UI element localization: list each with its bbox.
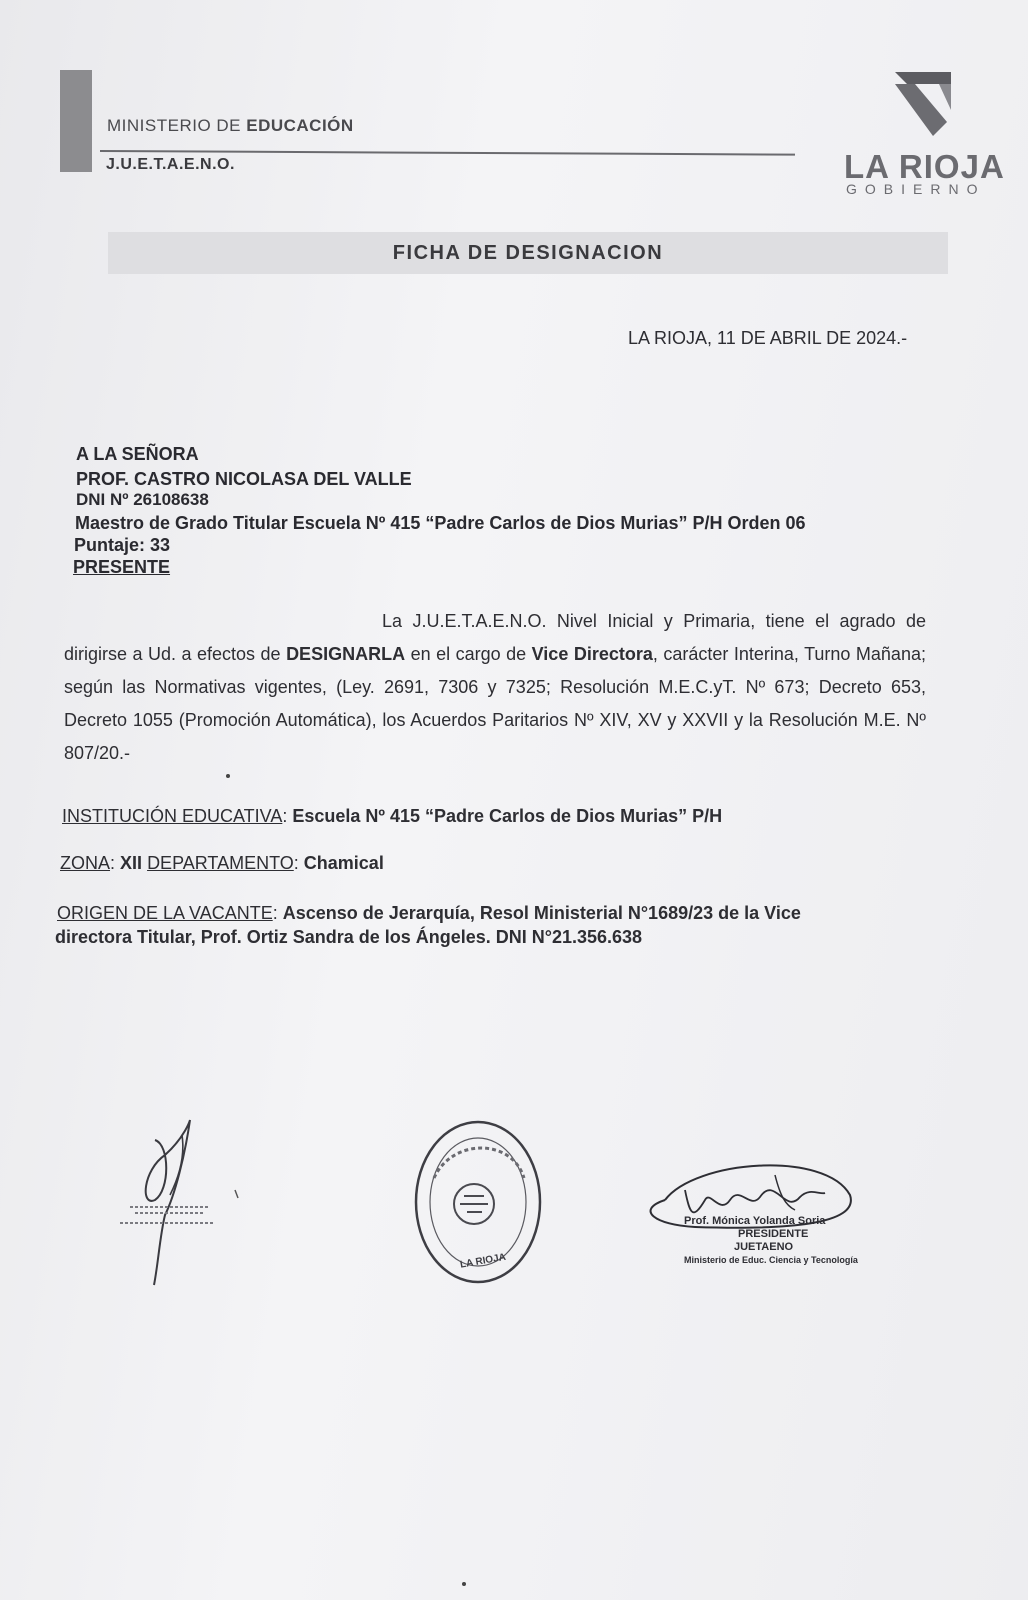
address-presente: PRESENTE xyxy=(73,557,171,577)
left-signature xyxy=(110,1115,250,1290)
signer-ministry: Ministerio de Educ. Ciencia y Tecnología xyxy=(684,1255,858,1265)
header-rule xyxy=(100,150,795,156)
document-date: LA RIOJA, 11 DE ABRIL DE 2024.- xyxy=(628,328,908,348)
ministry-prefix: MINISTERIO DE xyxy=(107,116,247,135)
agency-name: J.U.E.T.A.E.N.O. xyxy=(106,156,235,173)
ink-dot-bottom xyxy=(462,1582,466,1586)
svg-text:LA RIOJA: LA RIOJA xyxy=(459,1251,507,1271)
signer-name: Prof. Mónica Yolanda Soria xyxy=(684,1215,826,1227)
origen-value-2: directora Titular, Prof. Ortiz Sandra de los Ángeles. DNI N°21.356.638 xyxy=(55,927,643,947)
logo-title: LA RIOJA xyxy=(844,148,1005,185)
body-text-1: La J.U.E.T.A.E.N.O. Nivel Inicial y Primaria, tiene el agrado de dirigirse a Ud. a efectos de xyxy=(64,611,926,664)
la-rioja-logo-icon xyxy=(893,70,953,140)
body-paragraph xyxy=(64,605,926,770)
title-band xyxy=(108,232,948,274)
header-grey-bar xyxy=(60,70,92,172)
body-bold-2: Vice Directora xyxy=(531,644,653,664)
ink-dot xyxy=(226,774,230,778)
address-line-4: Maestro de Grado Titular Escuela Nº 415 “Padre Carlos de Dios Murias” P/H Orden 06 xyxy=(75,513,806,533)
origen-value-1: Ascenso de Jerarquía, Resol Ministerial N°1689/23 de la Vice xyxy=(282,903,801,923)
address-line-5: Puntaje: 33 xyxy=(74,535,171,555)
institucion-value: Escuela Nº 415 “Padre Carlos de Dios Murias” P/H xyxy=(292,806,723,826)
address-line-3: DNI Nº 26108638 xyxy=(76,490,209,509)
body-bold-1: DESIGNARLA xyxy=(286,644,406,664)
institucion-label: INSTITUCIÓN EDUCATIVA xyxy=(62,806,283,826)
address-line-1: A LA SEÑORA xyxy=(76,444,199,464)
body-text-3: , carácter Interina, Turno Mañana; según las Normativas vigentes, (Ley. 2691, 7306 y 7325; Resolución M.E.C.yT. Nº 673; Decreto 653, Decreto 1055 (Promoción Automática), los Acuerdos Paritarios Nº XIV, XV y XXVII y la Resolución M.E. Nº 807/20.- xyxy=(64,644,926,763)
official-stamp xyxy=(412,1118,547,1288)
ministry-name xyxy=(107,116,354,136)
body-text-2: en el cargo de xyxy=(405,644,532,664)
field-origen: ORIGEN DE LA VACANTE: Ascenso de Jerarquía, Resol Ministerial N°1689/23 de la Vice xyxy=(57,903,801,923)
logo-subtitle: GOBIERNO xyxy=(846,181,986,197)
signer-role: PRESIDENTE xyxy=(738,1228,809,1240)
zona-label: ZONA xyxy=(60,853,111,873)
address-line-2: PROF. CASTRO NICOLASA DEL VALLE xyxy=(76,469,412,489)
field-institucion: INSTITUCIÓN EDUCATIVA: Escuela Nº 415 “Padre Carlos de Dios Murias” P/H xyxy=(62,806,723,826)
signer-agency: JUETAENO xyxy=(734,1241,794,1253)
document-title: FICHA DE DESIGNACION xyxy=(392,242,664,264)
departamento-label: DEPARTAMENTO xyxy=(147,853,294,873)
right-signature-block xyxy=(684,1215,858,1267)
field-origen-cont xyxy=(55,927,642,948)
ministry-bold: EDUCACIÓN xyxy=(246,116,354,135)
field-zona: ZONA: XII DEPARTAMENTO: Chamical xyxy=(60,853,384,873)
departamento-value: Chamical xyxy=(303,853,384,873)
zona-value: XII xyxy=(120,853,143,873)
origen-label: ORIGEN DE LA VACANTE xyxy=(57,903,273,923)
